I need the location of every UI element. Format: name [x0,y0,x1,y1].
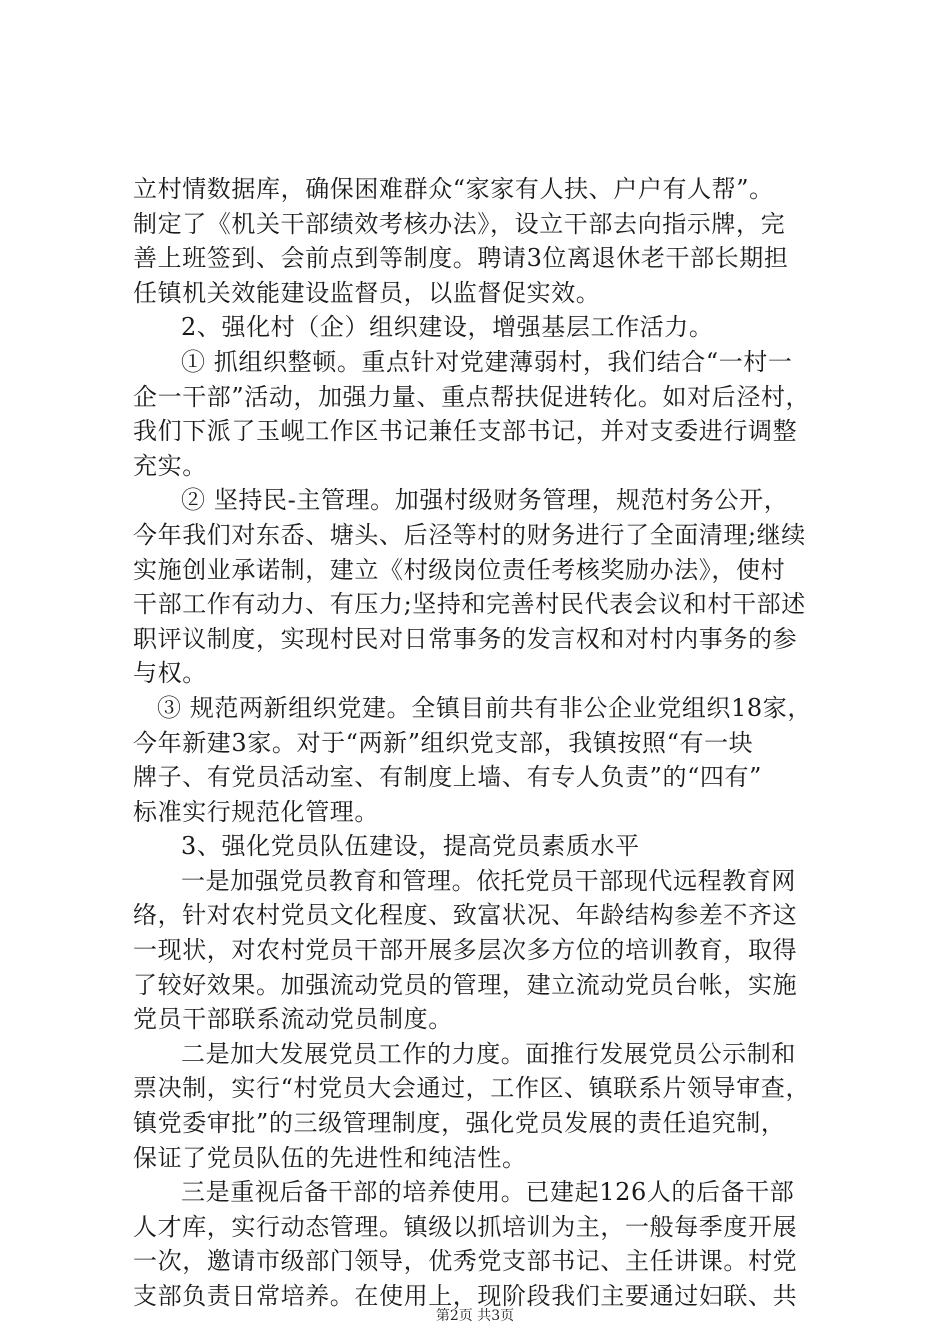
text-line: 职评议制度，实现村民对日常事务的发言权和对村内事务的参 [133,624,798,653]
text-line: 任镇机关效能建设监督员，以监督促实效。 [133,278,601,307]
text-line: 立村情数据库，确保困难群众“家家有人扶、户户有人帮”。 [133,175,774,203]
text-line: 企一干部”活动，加强力量、重点帮扶促进转化。如对后泾村， [133,382,811,411]
text-line: 实施创业承诺制，建立《村级岗位责任考核奖励办法》，使村 [133,555,786,584]
text-line: 票决制，实行“村党员大会通过，工作区、镇联系片领导审查， [133,1074,811,1103]
text-line: 保证了党员队伍的先进性和纯洁性。 [133,1143,527,1172]
text-line: 一现状，对农村党员干部开展多层次多方位的培训教育，取得 [133,936,798,965]
text-line: 善上班签到、会前点到等制度。聘请3位离退休老干部长期担 [133,244,789,273]
text-line: 二是加大发展党员工作的力度。面推行发展党员公示制和 [181,1039,796,1068]
text-line: 了较好效果。加强流动党员的管理，建立流动党员台帐，实施 [133,970,798,999]
text-line: 牌子、有党员活动室、有制度上墙、有专人负责”的“四有” [133,763,763,792]
text-line: ③ 规范两新组织党建。全镇目前共有非公企业党组织18家， [157,693,812,722]
text-line: 干部工作有动力、有压力;坚持和完善村民代表会议和村干部述 [133,590,806,619]
text-line: 今年我们对东岙、塘头、后泾等村的财务进行了全面清理;继续 [133,520,806,549]
text-line: 络，针对农村党员文化程度、致富状况、年龄结构参差不齐这 [133,901,798,930]
text-line: 标准实行规范化管理。 [133,797,379,826]
text-line: 充实。 [133,451,207,480]
text-line: 今年新建3家。对于“两新”组织党支部，我镇按照“有一块 [133,728,754,757]
text-line: 一次，邀请市级部门领导，优秀党支部书记、主任讲课。村党 [133,1247,798,1276]
text-line: ① 抓组织整顿。重点针对党建薄弱村，我们结合“一村一 [181,347,793,376]
text-line: 2、强化村（企）组织建设，增强基层工作活力。 [181,313,714,342]
text-line: ② 坚持民-主管理。加强村级财务管理，规范村务公开， [181,486,789,515]
text-line: 与权。 [133,659,207,688]
text-line: 三是重视后备干部的培养使用。已建起126人的后备干部 [181,1178,795,1207]
text-line: 支部负责日常培养。在使用上，现阶段我们主要通过妇联、共 [133,1282,798,1310]
text-line: 我们下派了玉岘工作区书记兼任支部书记，并对支委进行调整 [133,417,798,446]
text-line: 3、强化党员队伍建设，提高党员素质水平 [181,832,640,861]
text-line: 人才库，实行动态管理。镇级以抓培训为主，一般每季度开展 [133,1212,798,1241]
document-body [133,172,833,1314]
text-line: 党员干部联系流动党员制度。 [133,1005,453,1034]
page-footer: 第2页 共3页 [435,1308,515,1324]
text-line: 制定了《机关干部绩效考核办法》，设立干部去向指示牌，完 [133,209,786,238]
text-line: 镇党委审批”的三级管理制度，强化党员发展的责任追究制， [133,1109,786,1138]
text-line: 一是加强党员教育和管理。依托党员干部现代远程教育网 [181,866,796,895]
